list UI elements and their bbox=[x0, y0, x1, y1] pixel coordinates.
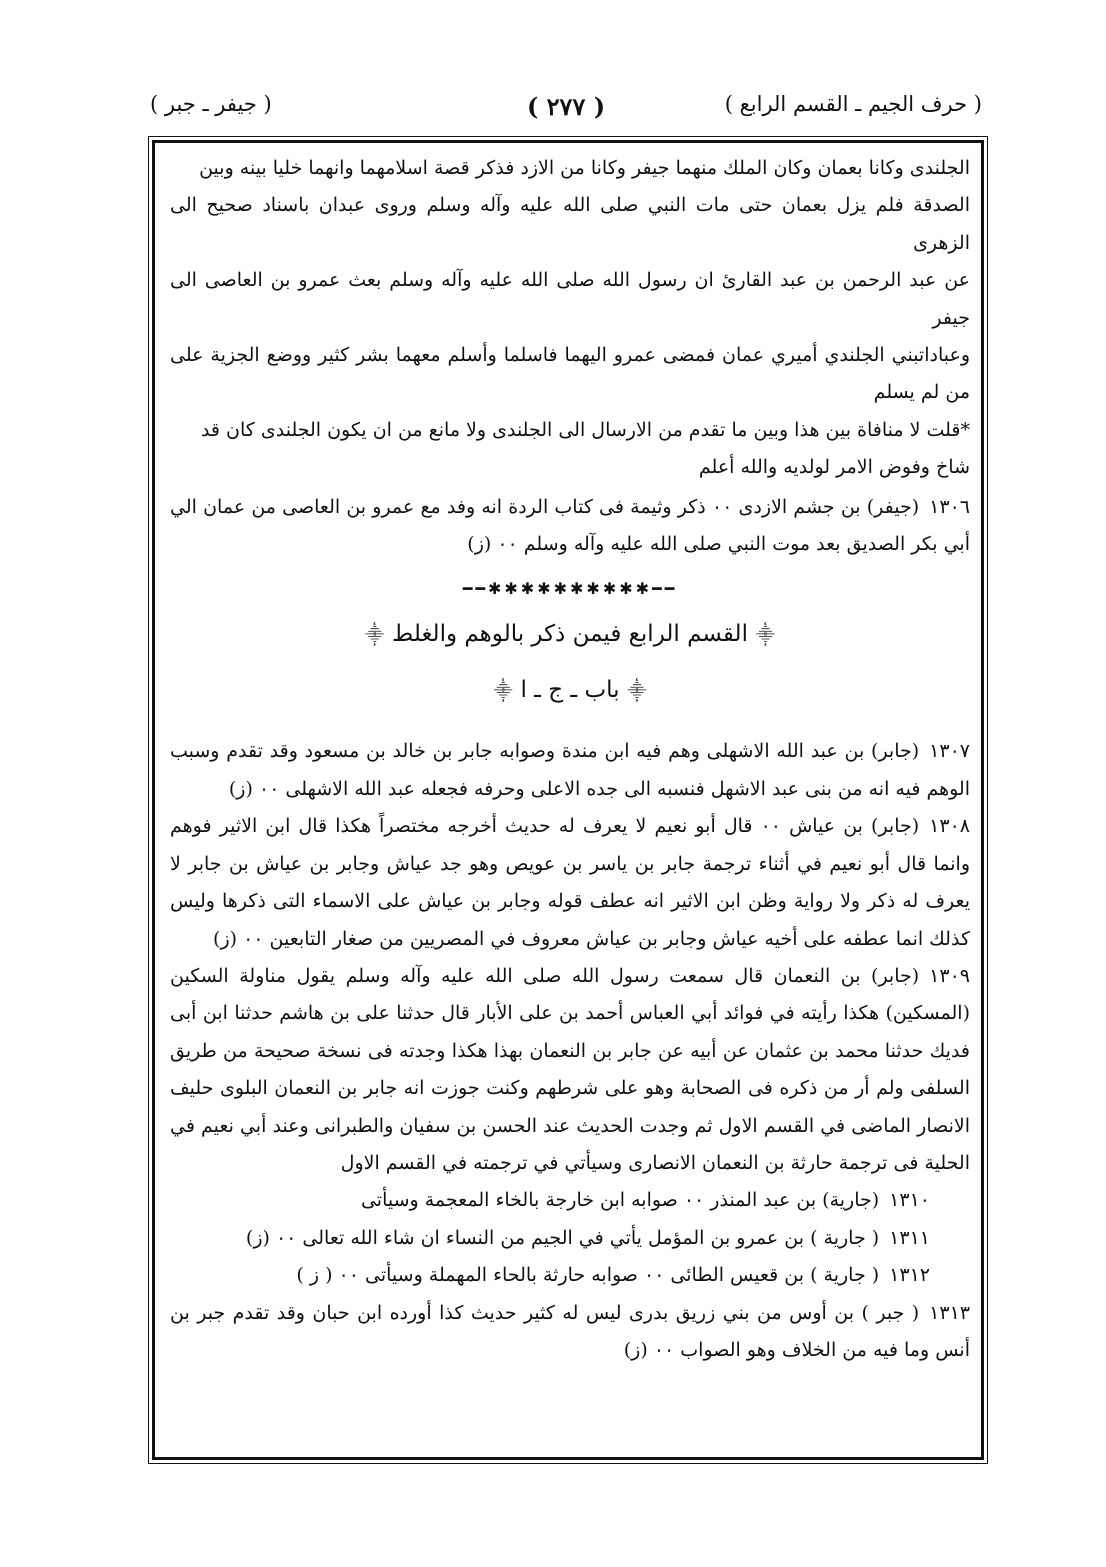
entry-number: ١٣١٠ bbox=[889, 1189, 930, 1212]
entry-text: (جابر) بن عبد الله الاشهلى وهم فيه ابن مندة وصوابه جابر بن خالد بن مسعود وقد تقدم وسبب الوهم فيه انه من بنى عبد الاشهل فنسبه الى جده الاعلى وحرفه فجعله عبد الله الاشهلى ٠٠ (ز) bbox=[170, 740, 970, 800]
entry-1313 bbox=[170, 1295, 970, 1370]
entry-number: ١٣٠٩ bbox=[929, 964, 970, 987]
ornament-icon: ⸎ bbox=[365, 625, 385, 647]
ornament-icon: ⸎ bbox=[755, 625, 775, 647]
ornament-icon: ⸎ bbox=[493, 681, 513, 703]
text-line: الصدقة فلم يزل بعمان حتى مات النبي صلى الله عليه وآله وسلم وروى عبدان باسناد صحيح الى الزهرى bbox=[170, 194, 970, 254]
page-header bbox=[150, 92, 982, 132]
section-heading bbox=[170, 611, 970, 659]
entry-number: ١٣٠٧ bbox=[929, 740, 970, 763]
page-body bbox=[170, 150, 970, 1369]
entry-text: ( جارية ) بن عمرو بن المؤمل يأتي في الجيم من النساء ان شاء الله تعالى ٠٠ (ز) bbox=[245, 1226, 880, 1249]
entry-number: ١٣١١ bbox=[889, 1226, 930, 1249]
entry-number: ١٣١٣ bbox=[929, 1301, 970, 1324]
entry-1311 bbox=[170, 1220, 970, 1257]
chapter-heading bbox=[170, 667, 970, 715]
entry-1307 bbox=[170, 733, 970, 808]
header-chapter: ( حرف الجيم ـ القسم الرابع ) bbox=[724, 92, 982, 116]
text-line: شاخ وفوض الامر لولديه والله أعلم bbox=[698, 456, 970, 479]
text-line: الجلندى وكانا بعمان وكان الملك منهما جيفر وكانا من الازد فذكر قصة اسلامهما وانهما خليا بينه وبين bbox=[199, 157, 970, 179]
text-line: *قلت لا منافاة بين هذا وبين ما تقدم من الارسال الى الجلندى ولا مانع من ان يكون الجلندى كان قد bbox=[200, 418, 970, 441]
entry-text: ( جبر ) بن أوس من بني زريق بدرى ليس له كثير حديث كذا أورده ابن حبان وقد تقدم جبر بن أنس وما فيه من الخلاف وهو الصواب ٠٠ (ز) bbox=[170, 1301, 970, 1361]
entry-number: ١٣٠٦ bbox=[929, 495, 970, 518]
page-number: ( ٢٧٧ ) bbox=[526, 92, 606, 121]
entry-text: (جابر) بن عياش ٠٠ قال أبو نعيم لا يعرف له حديث أخرجه مختصراً هكذا قال ابن الاثير فوهم وانما قال أبو نعيم في أثناء ترجمة جابر بن ياسر بن عويص وهو جد عياش وجابر بن عياش بن جابر لا يعرف له ذكر ولا رواية وظن ابن الاثير انه عطف قوله وجابر بن عياش على الاسماء التى ذكرها وليس كذلك انما عطفه على أخيه عياش وجابر بن عياش معروف في المصريين من صغار التابعين ٠٠ (ز) bbox=[170, 815, 970, 950]
continuation-text bbox=[170, 150, 970, 487]
entry-text: (جيفر) بن جشم الازدى ٠٠ ذكر وثيمة فى كتاب الردة انه وفد مع عمرو بن العاصى من عمان الي أبي بكر الصديق بعد موت النبي صلى الله عليه وآله وسلم ٠٠ (ز) bbox=[170, 495, 970, 556]
entry-1312 bbox=[170, 1257, 970, 1294]
entry-text: ( جارية ) بن قعيس الطائى ٠٠ صوابه حارثة بالحاء المهملة وسيأتى ٠٠ ( ز ) bbox=[296, 1264, 880, 1287]
header-entries-range: ( جيفر ـ جبر ) bbox=[150, 92, 272, 116]
entry-number: ١٣١٢ bbox=[889, 1264, 930, 1287]
text-line: وعباداتبني الجلندي أميري عمان فمضى عمرو اليهما فاسلما وأسلم معهما بشر كثير ووضع الجزية على من لم يسلم bbox=[170, 344, 970, 404]
ornament-icon: ⸎ bbox=[627, 681, 647, 703]
chapter-title: باب ـ ج ـ ا bbox=[520, 677, 620, 704]
section-title: القسم الرابع فيمن ذكر بالوهم والغلط bbox=[392, 621, 748, 648]
entry-1308 bbox=[170, 808, 970, 958]
ornamental-divider: ━━✱✱✱✱✱✱✱✱✱✱━━ bbox=[462, 579, 678, 599]
entry-1310 bbox=[170, 1182, 970, 1219]
entry-text: (جابر) بن النعمان قال سمعت رسول الله صلى الله عليه وآله وسلم يقول مناولة السكين (المسكين) هكذا رأيته في فوائد أبي العباس أحمد بن على الأبار قال حدثنا على بن هاشم حدثنا ابن أبى فديك حدثنا محمد بن عثمان عن أبيه عن جابر بن النعمان بهذا هكذا وجدته فى نسخة صحيحة من طريق السلفى ولم أر من ذكره فى الصحابة وهو على شرطهم وكنت جوزت انه جابر بن النعمان البلوى حليف الانصار الماضى في القسم الاول ثم وجدت الحديث عند الحسن بن سفيان والطبرانى وعند أبي نعيم في الحلية فى ترجمة حارثة بن النعمان الانصارى وسيأتي في ترجمته في القسم الاول bbox=[170, 964, 970, 1174]
entry-number: ١٣٠٨ bbox=[929, 815, 970, 838]
text-line: عن عبد الرحمن بن عبد القارئ ان رسول الله صلى الله عليه وآله وسلم بعث عمرو بن العاصى الى جيفر bbox=[170, 269, 970, 329]
entry-1309 bbox=[170, 958, 970, 1182]
entry-text: (جارية) بن عبد المنذر ٠٠ صوابه ابن خارجة بالخاء المعجمة وسيأتى bbox=[360, 1189, 880, 1212]
entry-1306 bbox=[170, 489, 970, 564]
